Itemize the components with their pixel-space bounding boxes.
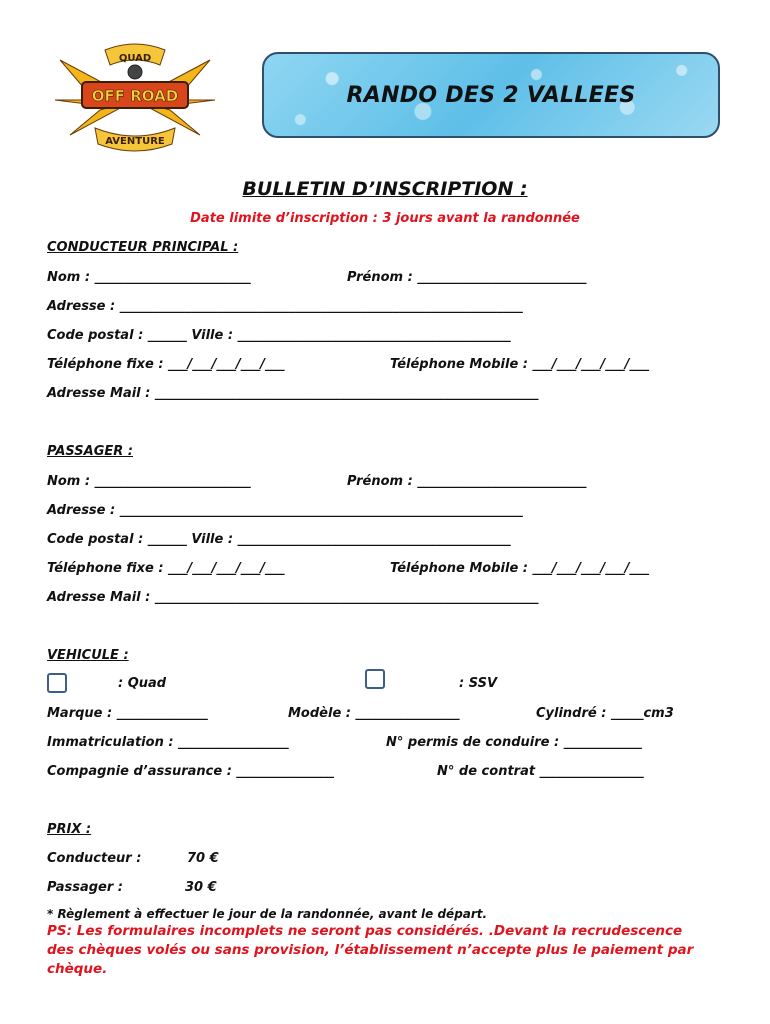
quad-off-road-logo <box>50 40 220 160</box>
ssv-label: : SSV <box>459 676 498 691</box>
logo-text-bottom: AVENTURE <box>105 136 165 147</box>
passenger-adresse-field[interactable]: Adresse : ______________________________________________________________ <box>47 503 523 518</box>
driver-nom-field[interactable]: Nom : ________________________ <box>47 270 251 285</box>
driver-adresse-field[interactable]: Adresse : ______________________________________________________________ <box>47 299 523 314</box>
passenger-prenom-field[interactable]: Prénom : __________________________ <box>347 474 587 489</box>
logo-text-top: QUAD <box>118 53 152 64</box>
passenger-tel-fixe-field[interactable]: Téléphone fixe : ___/___/___/___/___ <box>47 561 285 576</box>
quad-label: : Quad <box>118 676 167 691</box>
vehicle-section-heading: VEHICULE : <box>47 648 129 663</box>
driver-section-heading: CONDUCTEUR PRINCIPAL : <box>47 240 239 255</box>
passenger-tel-mobile-field[interactable]: Téléphone Mobile : ___/___/___/___/___ <box>390 561 650 576</box>
quad-checkbox[interactable] <box>47 673 67 693</box>
deadline-notice: Date limite d’inscription : 3 jours avant la randonnée <box>190 211 580 226</box>
passenger-section-heading: PASSAGER : <box>47 444 134 459</box>
driver-tel-fixe-field[interactable]: Téléphone fixe : ___/___/___/___/___ <box>47 357 285 372</box>
passenger-mail-field[interactable]: Adresse Mail : ___________________________________________________________ <box>47 590 539 605</box>
driver-tel-mobile-field[interactable]: Téléphone Mobile : ___/___/___/___/___ <box>390 357 650 372</box>
permis-field[interactable]: N° permis de conduire : ____________ <box>386 735 642 750</box>
price-driver-label: Conducteur : <box>47 851 142 866</box>
driver-code-postal-ville-field[interactable]: Code postal : ______ Ville : __________________________________________ <box>47 328 511 343</box>
contrat-field[interactable]: N° de contrat ________________ <box>437 764 644 779</box>
driver-mail-field[interactable]: Adresse Mail : ___________________________________________________________ <box>47 386 539 401</box>
price-section-heading: PRIX : <box>47 822 92 837</box>
price-passenger-label: Passager : <box>47 880 123 895</box>
price-driver-value: 70 € <box>187 851 219 866</box>
payment-note: * Règlement à effectuer le jour de la randonnée, avant le départ. <box>47 907 488 921</box>
immatriculation-field[interactable]: Immatriculation : _________________ <box>47 735 289 750</box>
title-banner <box>262 52 720 138</box>
modele-field[interactable]: Modèle : ________________ <box>288 706 460 721</box>
assurance-field[interactable]: Compagnie d’assurance : _______________ <box>47 764 334 779</box>
price-passenger-value: 30 € <box>185 880 217 895</box>
driver-prenom-field[interactable]: Prénom : __________________________ <box>347 270 587 285</box>
passenger-code-postal-ville-field[interactable]: Code postal : ______ Ville : __________________________________________ <box>47 532 511 547</box>
ps-warning: PS: Les formulaires incomplets ne seront pas considérés. .Devant la recrudescence des chèques volés ou sans provision, l’établissement n’accepte plus le paiement par chèque. <box>47 923 694 977</box>
form-title: BULLETIN D’INSCRIPTION : <box>242 178 528 200</box>
passenger-nom-field[interactable]: Nom : ________________________ <box>47 474 251 489</box>
logo-text-mid: OFF ROAD <box>91 87 179 105</box>
ssv-checkbox[interactable] <box>365 669 385 689</box>
cylindre-field[interactable]: Cylindré : _____cm3 <box>536 706 674 721</box>
banner-title: RANDO DES 2 VALLEES <box>346 82 636 108</box>
marque-field[interactable]: Marque : ______________ <box>47 706 208 721</box>
